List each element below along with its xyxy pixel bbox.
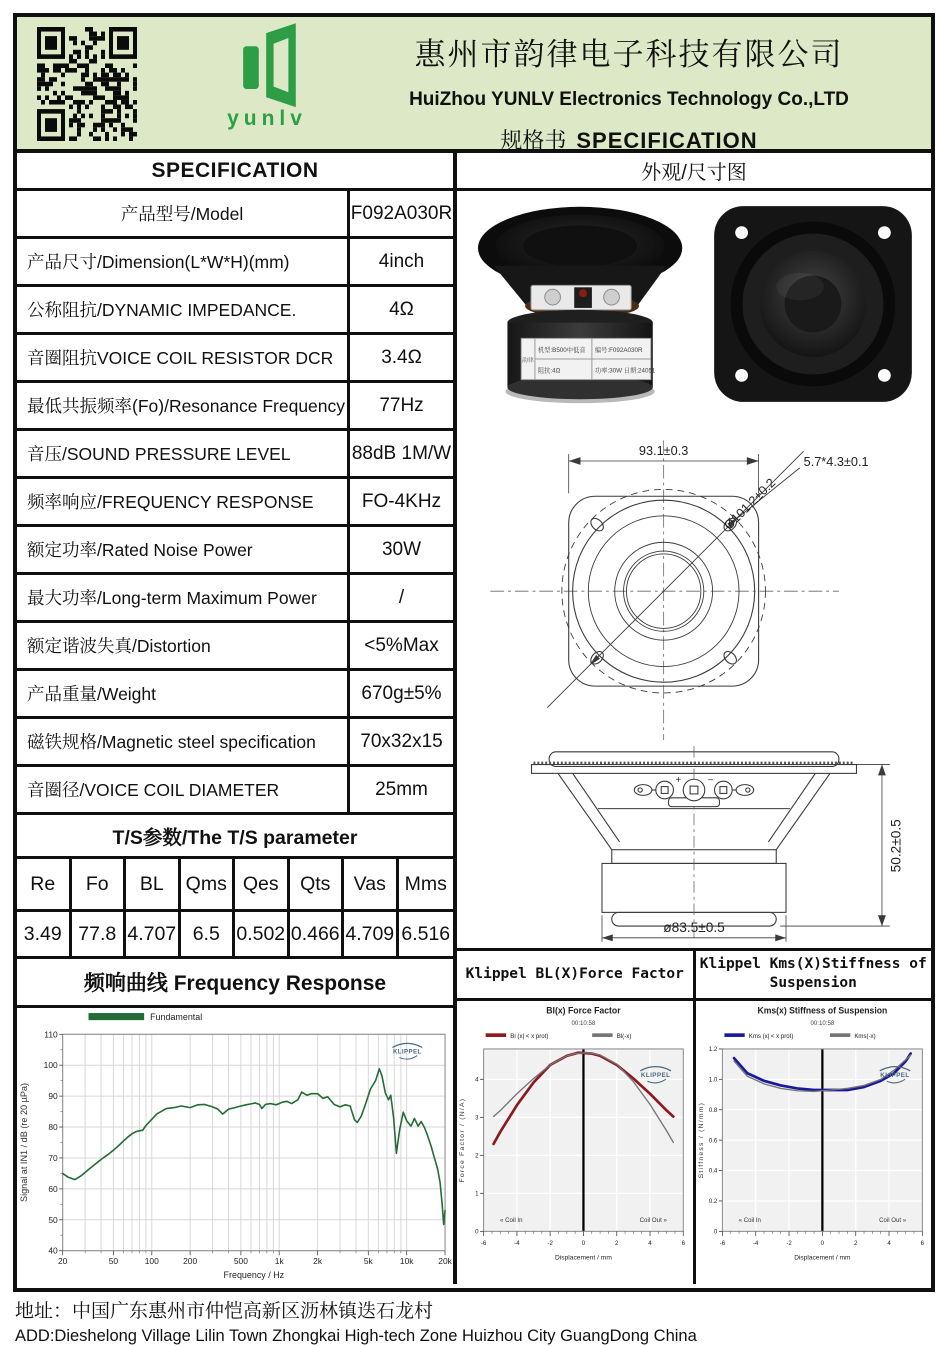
spec-row-label: 产品重量/Weight bbox=[17, 671, 350, 716]
document-frame bbox=[13, 13, 935, 1292]
spec-row bbox=[17, 575, 453, 623]
footer-address bbox=[15, 1296, 697, 1346]
legend-label: Bl(-x) bbox=[616, 1032, 632, 1040]
svg-text:6: 6 bbox=[681, 1239, 685, 1247]
legend-label: Kms (x| < x prot) bbox=[748, 1032, 793, 1040]
ts-header-cell: Qes bbox=[235, 859, 290, 912]
mounting-hole bbox=[735, 369, 748, 382]
spec-row bbox=[17, 383, 453, 431]
doc-type-en: SPECIFICATION bbox=[576, 128, 758, 153]
dimension-drawing-side bbox=[460, 744, 928, 948]
ts-header-cell: Vas bbox=[344, 859, 399, 912]
spec-table bbox=[17, 191, 453, 815]
spec-row-value: 3.4Ω bbox=[381, 346, 422, 368]
legend-label: Fundamental bbox=[150, 1012, 203, 1023]
svg-text:5k: 5k bbox=[363, 1255, 373, 1266]
spec-row-label: 额定谐波失真/Distortion bbox=[17, 623, 350, 668]
spec-row-value: 70x32x15 bbox=[360, 730, 443, 752]
spec-row bbox=[17, 431, 453, 479]
bl-subtitle: 00:10:58 bbox=[571, 1019, 596, 1027]
fr-xlabel: Frequency / Hz bbox=[223, 1269, 285, 1281]
terminal-lug-right bbox=[604, 289, 620, 305]
svg-text:100: 100 bbox=[144, 1255, 159, 1266]
svg-text:3: 3 bbox=[475, 1113, 479, 1122]
spec-row-value: 88dB 1M/W bbox=[351, 442, 452, 464]
svg-text:KLIPPEL: KLIPPEL bbox=[392, 1048, 422, 1056]
spec-row bbox=[17, 527, 453, 575]
dimension-arrows bbox=[569, 454, 759, 665]
dim-bolt-circle: Ø101.2±0.2 bbox=[720, 475, 779, 533]
svg-text:4: 4 bbox=[648, 1239, 652, 1247]
spec-row bbox=[17, 479, 453, 527]
kms-section-title bbox=[696, 951, 932, 1001]
terminal-minus-mark: − bbox=[707, 775, 714, 787]
mounting-hole bbox=[878, 369, 891, 382]
bl-section-title: Klippel BL(X)Force Factor bbox=[457, 951, 693, 1001]
svg-text:-2: -2 bbox=[785, 1239, 792, 1247]
dim-width: 93.1±0.3 bbox=[638, 443, 689, 459]
spec-row-value: 77Hz bbox=[379, 394, 424, 416]
spec-row bbox=[17, 335, 453, 383]
spec-row-label: 磁铁规格/Magnetic steel specification bbox=[17, 719, 350, 764]
logo-text: yunlv bbox=[227, 107, 307, 130]
ts-value-cell: 4.709 bbox=[344, 912, 399, 959]
svg-text:40: 40 bbox=[48, 1245, 58, 1256]
spec-row-value: 4Ω bbox=[389, 298, 414, 320]
svg-text:200: 200 bbox=[183, 1255, 198, 1266]
svg-text:0: 0 bbox=[820, 1239, 824, 1247]
address-cn: 地址：中国广东惠州市仲恺高新区沥林镇迭石龙村 bbox=[15, 1301, 434, 1322]
label-brand: 韵律 bbox=[522, 357, 534, 364]
svg-text:1k: 1k bbox=[274, 1255, 284, 1266]
ts-header-cell: Qts bbox=[290, 859, 345, 912]
bl-chart-svg bbox=[457, 1001, 693, 1285]
spec-row-label: 音圈径/VOICE COIL DIAMETER bbox=[17, 767, 350, 812]
svg-text:KLIPPEL: KLIPPEL bbox=[640, 1071, 671, 1079]
bl-force-factor-chart bbox=[457, 1001, 693, 1285]
ts-value-cell: 0.466 bbox=[290, 912, 345, 959]
document-header bbox=[17, 17, 931, 153]
svg-text:2: 2 bbox=[853, 1239, 857, 1247]
company-name-cn: 惠州市韵律电子科技有限公司 bbox=[414, 37, 844, 72]
spec-row-value: FO-4KHz bbox=[361, 490, 442, 512]
svg-text:0.6: 0.6 bbox=[708, 1136, 717, 1144]
speaker-photo-front bbox=[705, 198, 921, 410]
kms-title-line1: Klippel Kms(X)Stiffness of bbox=[699, 956, 927, 973]
svg-text:6: 6 bbox=[920, 1239, 924, 1247]
svg-text:-6: -6 bbox=[719, 1239, 725, 1247]
bl-title: Bl(x) Force Factor bbox=[546, 1004, 621, 1016]
spec-row-label: 公称阻抗/DYNAMIC IMPEDANCE. bbox=[17, 287, 350, 332]
legend-swatch bbox=[592, 1033, 612, 1037]
doc-type-title bbox=[335, 124, 923, 155]
spec-row-value: / bbox=[398, 586, 405, 608]
mounting-hole bbox=[735, 226, 748, 239]
svg-text:0: 0 bbox=[581, 1239, 586, 1247]
svg-text:0.2: 0.2 bbox=[708, 1197, 717, 1205]
svg-text:-4: -4 bbox=[514, 1239, 520, 1247]
legend-swatch bbox=[724, 1033, 744, 1037]
svg-text:KLIPPEL: KLIPPEL bbox=[879, 1071, 910, 1079]
ts-header-cell: Mms bbox=[399, 859, 454, 912]
ts-header-cell: Qms bbox=[181, 859, 236, 912]
svg-text:-2: -2 bbox=[547, 1239, 553, 1247]
fr-ylabel: Signal at IN1 / dB (re 20 µPa) bbox=[19, 1082, 29, 1203]
company-logo bbox=[207, 21, 327, 131]
svg-text:110: 110 bbox=[44, 1029, 58, 1040]
legend-swatch bbox=[486, 1033, 506, 1037]
doc-type-cn: 规格书 bbox=[500, 128, 567, 153]
coil-in-annotation: « Coil In bbox=[738, 1216, 761, 1224]
spec-column bbox=[17, 153, 457, 1284]
ts-table bbox=[17, 859, 453, 959]
svg-text:4: 4 bbox=[475, 1075, 479, 1084]
header-titles bbox=[335, 23, 923, 155]
svg-text:20: 20 bbox=[57, 1255, 68, 1266]
speaker-photo-side bbox=[467, 195, 705, 413]
svg-text:-4: -4 bbox=[752, 1239, 758, 1247]
svg-text:-6: -6 bbox=[480, 1239, 487, 1247]
dim-hole: 5.7*4.3±0.1 bbox=[803, 453, 869, 469]
spec-row-value: F092A030R bbox=[350, 202, 453, 224]
spec-row-label: 最低共振频率(Fo)/Resonance Frequency bbox=[17, 383, 350, 428]
bl-chart-cell bbox=[457, 951, 696, 1285]
kms-title-line2: Suspension bbox=[769, 975, 857, 991]
svg-text:2: 2 bbox=[475, 1151, 479, 1160]
fr-section-title: 频响曲线 Frequency Response bbox=[17, 959, 453, 1008]
kms-subtitle: 00:10:58 bbox=[810, 1019, 834, 1027]
terminal-lug-left bbox=[545, 289, 561, 305]
bl-xlabel: Displacement / mm bbox=[555, 1253, 612, 1262]
ts-value-cell: 77.8 bbox=[72, 912, 127, 959]
svg-text:1: 1 bbox=[475, 1189, 479, 1198]
svg-text:2k: 2k bbox=[313, 1255, 323, 1266]
kms-ylabel: Stiffness / (N/mm) bbox=[697, 1101, 705, 1178]
spec-row-label: 额定功率/Rated Noise Power bbox=[17, 527, 350, 572]
legend-label: Bl (x| < x prot) bbox=[510, 1032, 549, 1040]
magnet-label bbox=[521, 338, 656, 379]
spec-row-label: 产品型号/Model bbox=[17, 191, 350, 236]
dim-base-dia: ø83.5±0.5 bbox=[663, 919, 725, 935]
legend-swatch bbox=[89, 1013, 145, 1020]
qr-code bbox=[37, 27, 137, 141]
spec-row bbox=[17, 623, 453, 671]
kms-chart-svg bbox=[696, 1001, 932, 1285]
company-name-en: HuiZhou YUNLV Electronics Technology Co.,LTD bbox=[409, 89, 849, 110]
frequency-response-chart bbox=[17, 1008, 453, 1287]
kms-title: Kms(x) Stiffness of Suspension bbox=[756, 1004, 887, 1016]
document-body bbox=[17, 153, 931, 1284]
spec-row bbox=[17, 719, 453, 767]
svg-text:2: 2 bbox=[615, 1239, 619, 1247]
legend-swatch bbox=[829, 1033, 849, 1037]
spec-row bbox=[17, 239, 453, 287]
kms-stiffness-chart bbox=[696, 1001, 932, 1285]
klippel-charts-row bbox=[457, 948, 931, 1285]
svg-text:100: 100 bbox=[43, 1060, 58, 1071]
svg-text:50: 50 bbox=[108, 1255, 119, 1266]
highlight bbox=[776, 273, 824, 300]
svg-text:10k: 10k bbox=[399, 1255, 414, 1266]
terminal-plus-mark: + bbox=[675, 775, 682, 787]
ts-header-cell: Fo bbox=[72, 859, 127, 912]
coil-in-annotation: « Coil In bbox=[500, 1216, 523, 1224]
spec-row-label: 最大功率/Long-term Maximum Power bbox=[17, 575, 350, 620]
speaker-cone-inner bbox=[523, 225, 637, 266]
svg-text:70: 70 bbox=[48, 1152, 58, 1163]
kms-xlabel: Displacement / mm bbox=[793, 1253, 851, 1262]
terminal-drawing bbox=[634, 775, 753, 806]
label-model: 机型:B500中低音 bbox=[537, 347, 586, 355]
dimension-drawing-front bbox=[460, 415, 928, 744]
ts-header-cell: Re bbox=[17, 859, 72, 912]
spec-row bbox=[17, 191, 453, 239]
svg-text:0: 0 bbox=[475, 1227, 479, 1236]
dim-height: 50.2±0.5 bbox=[888, 819, 904, 873]
spec-row-value: <5%Max bbox=[364, 634, 439, 656]
spec-row-value: 4inch bbox=[378, 250, 425, 272]
svg-text:20k: 20k bbox=[438, 1255, 452, 1266]
appearance-column bbox=[457, 153, 931, 1284]
kms-chart-cell bbox=[696, 951, 932, 1285]
svg-text:500: 500 bbox=[233, 1255, 248, 1266]
terminal-wire bbox=[579, 289, 587, 297]
spec-row-label: 产品尺寸/Dimension(L*W*H)(mm) bbox=[17, 239, 350, 284]
product-photos bbox=[457, 191, 931, 415]
spec-row-value: 25mm bbox=[375, 778, 428, 800]
label-impedance: 阻抗:4Ω bbox=[537, 367, 561, 375]
label-number: 编号:F092A030R bbox=[594, 347, 643, 355]
ts-value-cell: 0.502 bbox=[235, 912, 290, 959]
ts-value-cell: 3.49 bbox=[17, 912, 72, 959]
mounting-hole bbox=[878, 226, 891, 239]
spec-row bbox=[17, 671, 453, 719]
svg-text:1.2: 1.2 bbox=[708, 1045, 717, 1053]
svg-text:0.8: 0.8 bbox=[708, 1106, 717, 1114]
svg-text:0: 0 bbox=[713, 1227, 717, 1236]
ts-section-title: T/S参数/The T/S parameter bbox=[17, 815, 453, 859]
svg-text:60: 60 bbox=[48, 1183, 58, 1194]
coil-out-annotation: Coil Out » bbox=[878, 1216, 906, 1224]
ts-value-cell: 6.5 bbox=[181, 912, 236, 959]
svg-text:80: 80 bbox=[48, 1121, 58, 1133]
svg-text:1.0: 1.0 bbox=[708, 1075, 717, 1084]
svg-text:0.4: 0.4 bbox=[708, 1167, 717, 1175]
fr-chart-svg bbox=[17, 1008, 453, 1287]
spec-section-title: SPECIFICATION bbox=[17, 153, 453, 191]
bl-ylabel: Force Factor / (N/A) bbox=[459, 1097, 467, 1183]
ts-value-cell: 6.516 bbox=[399, 912, 454, 959]
spec-row-value: 670g±5% bbox=[361, 682, 442, 704]
spec-row bbox=[17, 287, 453, 335]
svg-text:90: 90 bbox=[48, 1091, 58, 1102]
label-power-date: 功率:30W 日期:24051 bbox=[594, 367, 656, 375]
svg-text:50: 50 bbox=[48, 1214, 58, 1225]
coil-out-annotation: Coil Out » bbox=[639, 1216, 667, 1224]
address-en: ADD:Dieshelong Village Lilin Town Zhongkai High-tech Zone Huizhou City GuangDong China bbox=[15, 1327, 697, 1345]
spec-row-label: 音压/SOUND PRESSURE LEVEL bbox=[17, 431, 350, 476]
spec-row-label: 音圈阻抗VOICE COIL RESISTOR DCR bbox=[17, 335, 350, 380]
spec-row-value: 30W bbox=[381, 538, 422, 560]
logo-speaker-icon bbox=[230, 21, 304, 111]
svg-text:4: 4 bbox=[886, 1239, 891, 1247]
ts-header-cell: BL bbox=[126, 859, 181, 912]
spec-row-label: 频率响应/FREQUENCY RESPONSE bbox=[17, 479, 350, 524]
spec-row bbox=[17, 767, 453, 815]
appearance-section-title: 外观/尺寸图 bbox=[457, 153, 931, 191]
ts-value-cell: 4.707 bbox=[126, 912, 181, 959]
legend-label: Kms(-x) bbox=[853, 1032, 876, 1040]
